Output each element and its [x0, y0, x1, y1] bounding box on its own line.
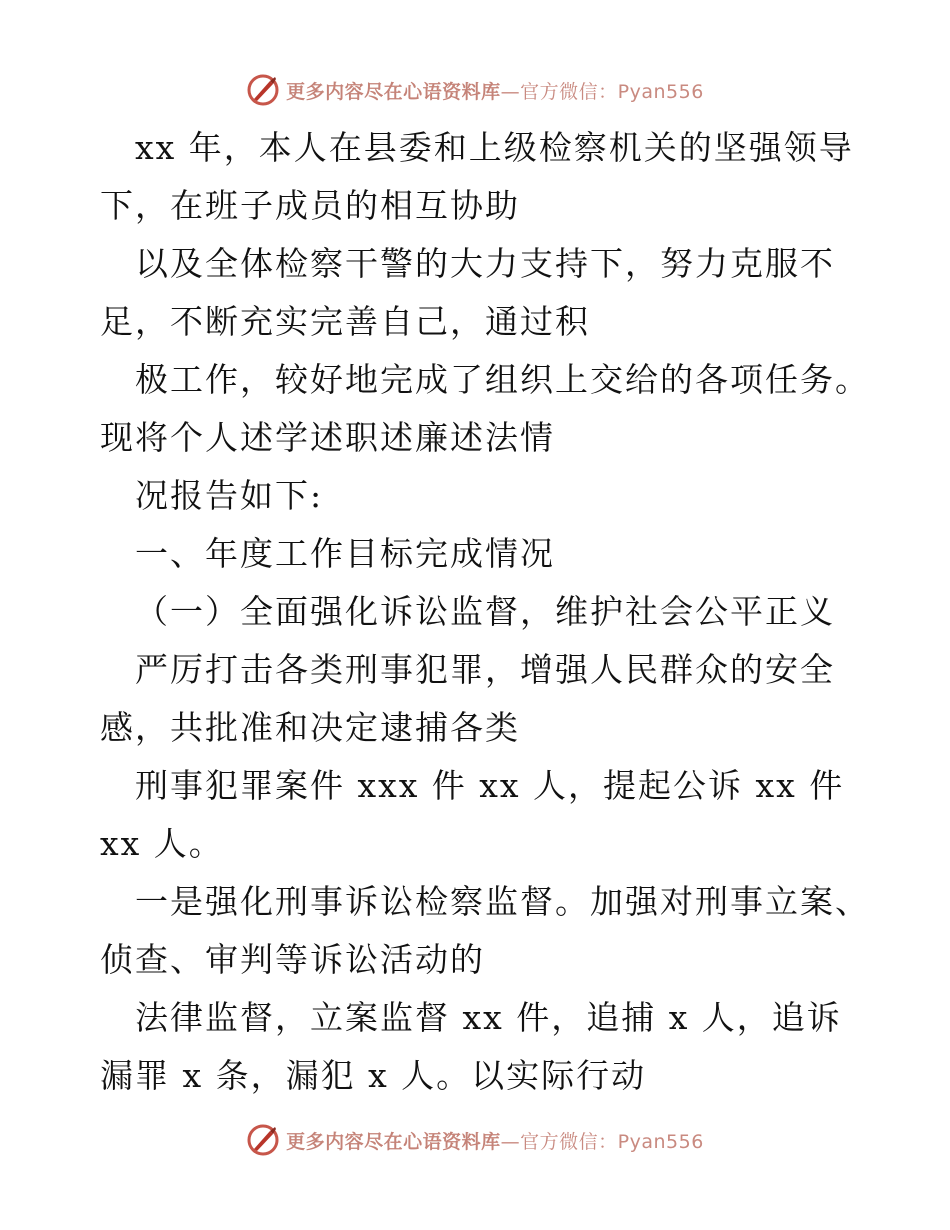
- paragraph-line: 现将个人述学述职述廉述法情: [100, 418, 555, 457]
- watermark-main-text: 更多内容尽在心语资料库: [286, 1130, 501, 1153]
- paragraph-line: 感，共批准和决定逮捕各类: [100, 708, 520, 747]
- watermark-footer: [0, 1120, 950, 1160]
- paragraph-line: 足，不断充实完善自己，通过积: [100, 302, 590, 341]
- paragraph-line: 况报告如下:: [135, 476, 324, 515]
- watermark-separator: —: [500, 80, 521, 103]
- paragraph-line: 以及全体检察干警的大力支持下，努力克服不: [135, 244, 835, 283]
- paragraph-line: 极工作，较好地完成了组织上交给的各项任务。: [135, 360, 870, 399]
- watermark-tail-text: 官方微信：Pyan556: [520, 80, 704, 103]
- paragraph-line: 侦查、审判等诉讼活动的: [100, 940, 485, 979]
- paragraph-line: 刑事犯罪案件 xxx 件 xx 人，提起公诉 xx 件: [135, 766, 845, 805]
- watermark-tail-text: 官方微信：Pyan556: [520, 1130, 704, 1153]
- paragraph-line: xx 年，本人在县委和上级检察机关的坚强领导: [135, 128, 854, 167]
- paragraph-line: 一是强化刑事诉讼检察监督。加强对刑事立案、: [135, 882, 870, 921]
- paragraph-line: xx 人。: [100, 824, 224, 863]
- watermark-main-text: 更多内容尽在心语资料库: [286, 80, 501, 103]
- subsection-heading: （一）全面强化诉讼监督，维护社会公平正义: [135, 592, 835, 631]
- watermark-separator: —: [500, 1130, 521, 1153]
- paragraph-line: 下，在班子成员的相互协助: [100, 186, 520, 225]
- paragraph-line: 法律监督，立案监督 xx 件，追捕 x 人，追诉: [135, 998, 842, 1037]
- section-heading: 一、年度工作目标完成情况: [135, 534, 555, 573]
- paragraph-line: 严厉打击各类刑事犯罪，增强人民群众的安全: [135, 650, 835, 689]
- paragraph-line: 漏罪 x 条，漏犯 x 人。以实际行动: [100, 1056, 647, 1095]
- quill-logo-icon: [246, 1123, 280, 1157]
